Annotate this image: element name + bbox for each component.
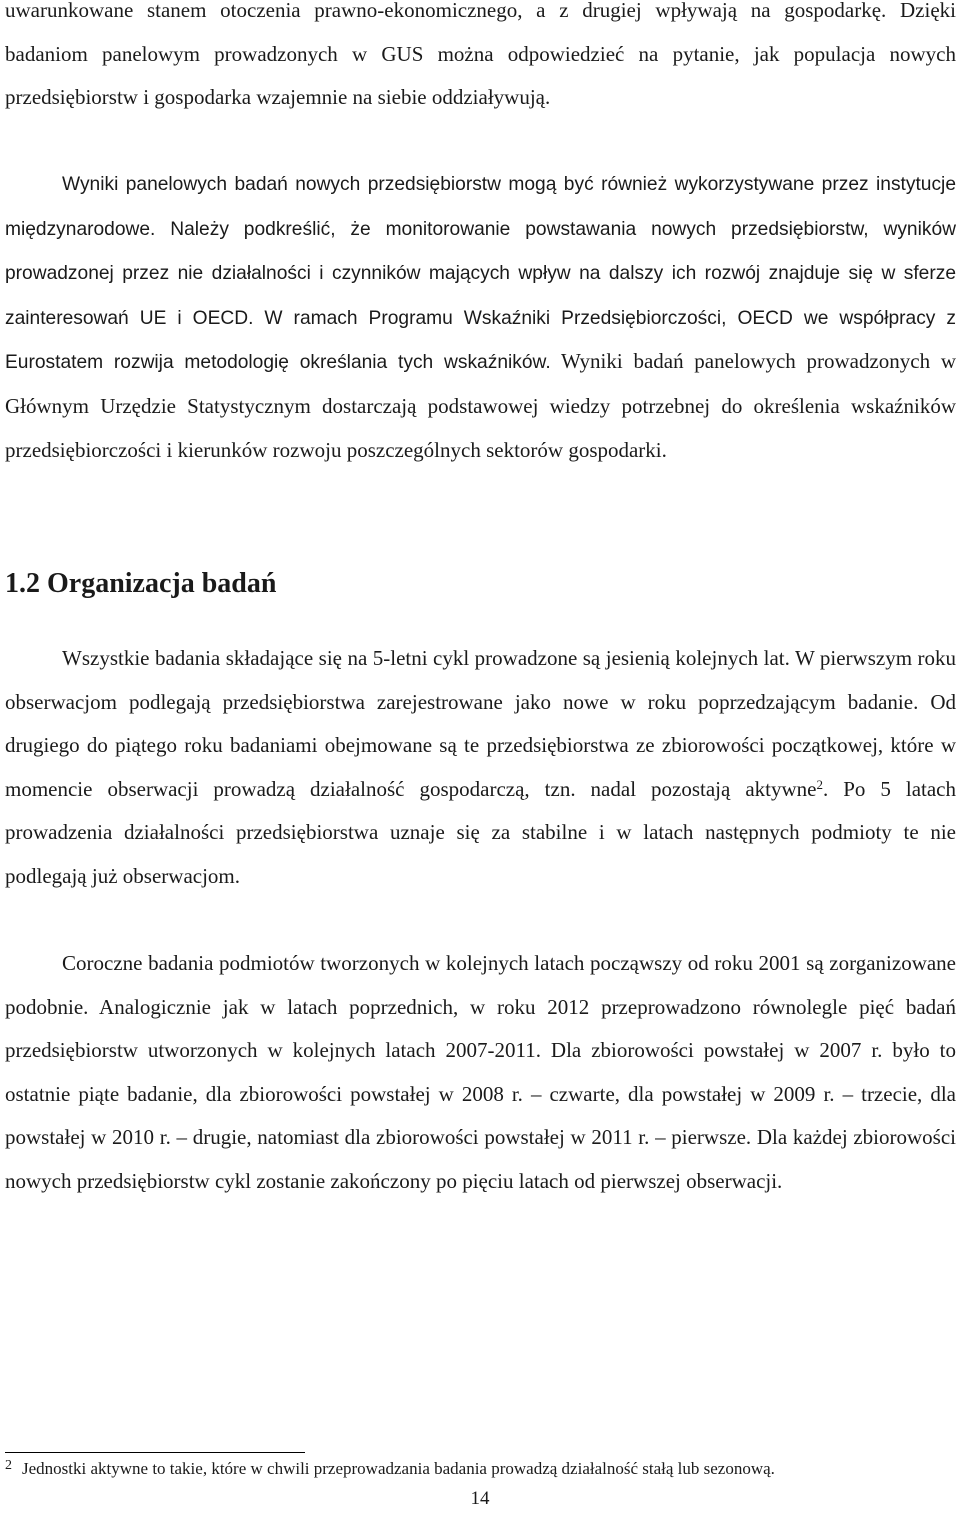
footnote-separator bbox=[5, 1452, 305, 1453]
paragraph-intro: uwarunkowane stanem otoczenia prawno-ekonomicznego, a z drugiej wpływają na gospodarkę. Dzięki badaniom panelowym prowadzonych w GUS można odpowiedzieć na pytanie, jak populacja nowych przedsiębiorstw i gospodarka wzajemnie na siebie oddziaływują. bbox=[5, 0, 956, 110]
footnote bbox=[5, 1458, 960, 1482]
paragraph-organization-part2: . Po 5 latach prowadzenia działalności przedsiębiorstwa uznaje się za stabilne i w latach następnych podmioty te nie podlegają już obserwacjom. bbox=[5, 776, 956, 888]
paragraph-international-sans: Wyniki panelowych badań nowych przedsiębiorstw mogą być również wykorzystywane przez instytucje międzynarodowe. Należy podkreślić, że monitorowanie powstawania nowych przedsiębiorstw, wyników prowadzonej przez nie działalności i czynników mających wpływ na dalszy ich rozwój znajduje się w sferze zainteresowań UE i OECD. W ramach Programu Wskaźniki Przedsiębiorczości, OECD we współpracy z Eurostatem rozwija metodologię określania tych wskaźników. bbox=[5, 174, 956, 374]
paragraph-international bbox=[5, 162, 956, 472]
paragraph-international-serif: Wyniki badań panelowych prowadzonych w Głównym Urzędzie Statystycznym dostarczają podstawowej wiedzy potrzebnej do określenia wskaźników przedsiębiorczości i kierunków rozwoju poszczególnych sektorów gospodarki. bbox=[5, 349, 956, 462]
paragraph-annual-surveys: Coroczne badania podmiotów tworzonych w kolejnych latach począwszy od roku 2001 są zorganizowane podobnie. Analogicznie jak w latach poprzednich, w roku 2012 przeprowadzono równolegle pięć badań przedsiębiorstw utworzonych w kolejnych latach 2007-2011. Dla zbiorowości powstałej w 2007 r. było to ostatnie piąte badanie, dla zbiorowości powstałej w 2008 r. – czwarte, dla powstałej w 2009 r. – trzecie, dla powstałej w 2010 r. – drugie, natomiast dla zbiorowości powstałej w 2011 r. – pierwsze. Dla każdej zbiorowości nowych przedsiębiorstw cykl zostanie zakończony po pięciu latach od pierwszej obserwacji. bbox=[5, 951, 956, 1193]
footnote-text: Jednostki aktywne to takie, które w chwili przeprowadzania badania prowadzą działalność stałą lub sezonową. bbox=[22, 1459, 775, 1478]
footnote-mark: 2 bbox=[5, 1458, 12, 1473]
paragraph-organization-part1: Wszystkie badania składające się na 5-letni cykl prowadzone są jesienią kolejnych lat. W pierwszym roku obserwacjom podlegają przedsiębiorstwa zarejestrowane jako nowe w roku poprzedzającym badanie. Od drugiego do piątego roku badaniami obejmowane są te przedsiębiorstwa ze zbiorowości początkowej, które w momencie obserwacji prowadzą działalność gospodarczą, tzn. nadal pozostają aktywne bbox=[5, 646, 956, 801]
page-number: 14 bbox=[470, 1488, 490, 1509]
footnote-reference[interactable]: 2 bbox=[816, 776, 823, 792]
paragraph-organization bbox=[5, 637, 956, 899]
section-heading: 1.2 Organizacja badań bbox=[5, 568, 277, 599]
